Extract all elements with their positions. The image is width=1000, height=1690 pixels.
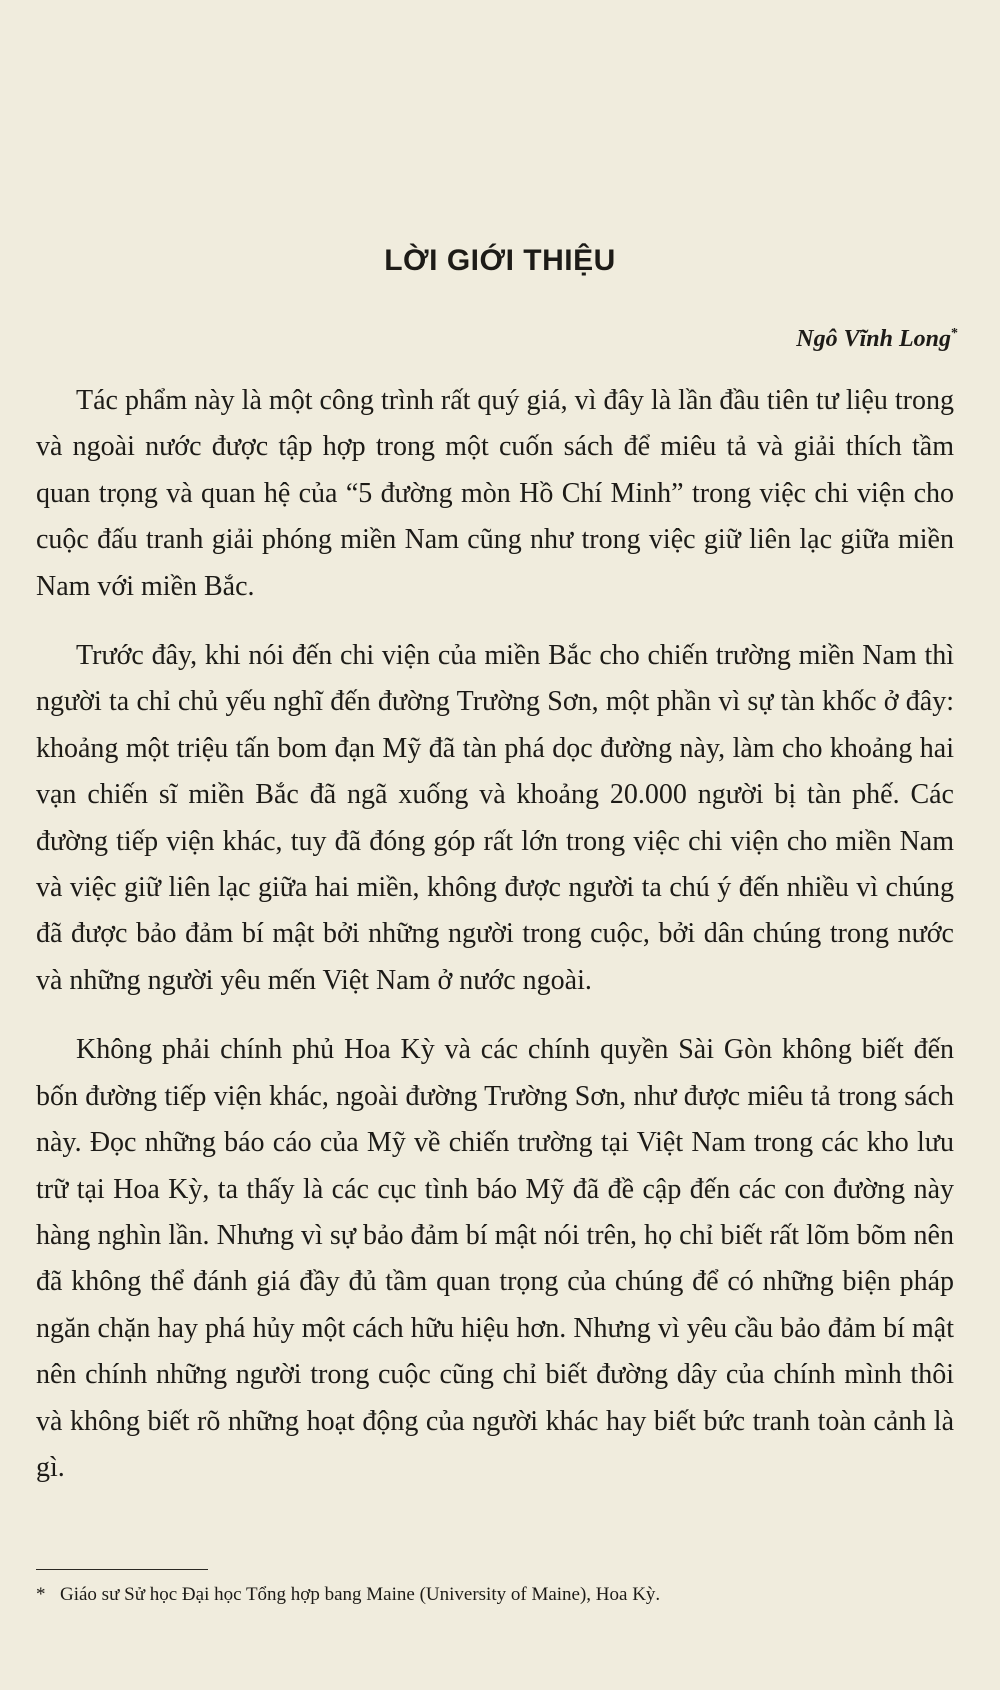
paragraph-3: Không phải chính phủ Hoa Kỳ và các chính quyền Sài Gòn không biết đến bốn đường tiếp viện khác, ngoài đường Trường Sơn, như được miêu tả trong sách này. Đọc những báo cáo của Mỹ về chiến trường tại Việt Nam trong các kho lưu trữ tại Hoa Kỳ, ta thấy là các cục tình báo Mỹ đã đề cập đến các con đường này hàng nghìn lần. Nhưng vì sự bảo đảm bí mật nói trên, họ chỉ biết rất lõm bõm nên đã không thể đánh giá đầy đủ tầm quan trọng của chúng để có những biện pháp ngăn chặn hay phá hủy một cách hữu hiệu hơn. Nhưng vì yêu cầu bảo đảm bí mật nên chính những người trong cuộc cũng chỉ biết đường dây của chính mình thôi và không biết rõ những hoạt động của người khác hay biết bức tranh toàn cảnh là gì. [36, 1034, 954, 1483]
page-title: LỜI GIỚI THIỆU [384, 244, 616, 277]
footnote-marker: * [951, 326, 958, 341]
author-byline [796, 326, 958, 353]
footnote-divider [36, 1569, 208, 1570]
paragraph-2: Trước đây, khi nói đến chi viện của miền Bắc cho chiến trường miền Nam thì người ta chỉ chủ yếu nghĩ đến đường Trường Sơn, một phần vì sự tàn khốc ở đây: khoảng một triệu tấn bom đạn Mỹ đã tàn phá dọc đường này, làm cho khoảng hai vạn chiến sĩ miền Bắc đã ngã xuống và khoảng 20.000 người bị tàn phế. Các đường tiếp viện khác, tuy đã đóng góp rất lớn trong việc chi viện cho miền Nam và việc giữ liên lạc giữa hai miền, không được người ta chú ý đến nhiều vì chúng đã được bảo đảm bí mật bởi những người trong cuộc, bởi dân chúng trong nước và những người yêu mến Việt Nam ở nước ngoài. [36, 640, 954, 996]
footnote [36, 1582, 954, 1608]
footnote-text: Giáo sư Sử học Đại học Tổng hợp bang Maine (University of Maine), Hoa Kỳ. [60, 1584, 661, 1605]
author-name: Ngô Vĩnh Long [796, 326, 951, 352]
paragraph-1: Tác phẩm này là một công trình rất quý giá, vì đây là lần đầu tiên tư liệu trong và ngoài nước được tập hợp trong một cuốn sách để miêu tả và giải thích tầm quan trọng và quan hệ của “5 đường mòn Hồ Chí Minh” trong việc chi viện cho cuộc đấu tranh giải phóng miền Nam cũng như trong việc giữ liên lạc giữa miền Nam với miền Bắc. [36, 385, 954, 602]
body-text [36, 378, 954, 1514]
footnote-mark: * [36, 1584, 46, 1605]
